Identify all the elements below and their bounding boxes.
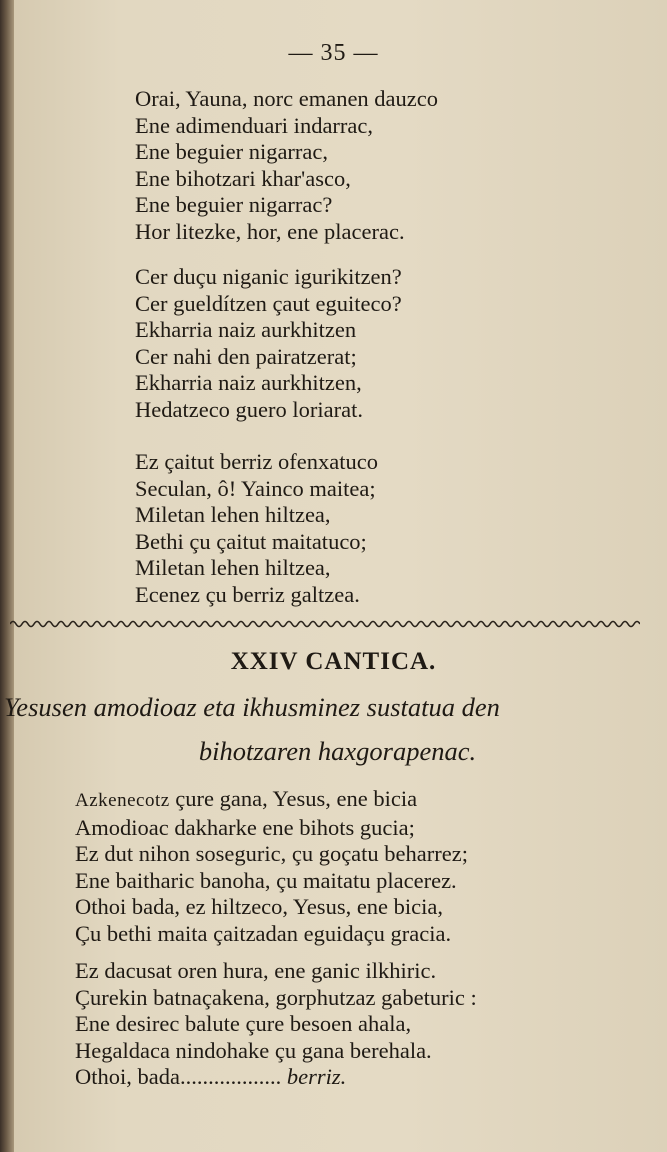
stanza-1: [135, 86, 438, 245]
verse-line: Othoi bada, ez hiltzeco, Yesus, ene bicia,: [75, 894, 444, 919]
binding-edge: [0, 0, 14, 1152]
verse-line: Ez çaitut berriz ofenxatuco: [135, 449, 378, 474]
verse-line: Bethi çu çaitut maitatuco;: [135, 528, 367, 554]
first-line-rest: çure gana, Yesus, ene bicia: [169, 786, 418, 811]
verse-line: Ene beguier nigarrac,: [135, 139, 329, 164]
verse-line: Hegaldaca nindohake çu gana berehala.: [75, 1037, 432, 1063]
verse-line: Ekharria naiz aurkhitzen: [135, 317, 357, 342]
stanza-2: [135, 264, 402, 423]
verse-line: Ene desirec balute çure besoen ahala,: [75, 1011, 412, 1036]
cantica-stanza-1: [75, 786, 468, 947]
page-number: — 35 —: [288, 40, 379, 66]
cantica-subtitle-line-2: bihotzaren haxgorapenac.: [198, 736, 477, 766]
verse-line: Ene bihotzari khar'asco,: [135, 165, 351, 191]
cantica-title: XXIV CANTICA.: [230, 648, 437, 675]
verse-line: Ez dacusat oren hura, ene ganic ilkhiric.: [75, 958, 437, 983]
verse-line: Miletan lehen hiltzea,: [135, 502, 331, 527]
stanza-3: [135, 449, 378, 608]
cantica-subtitle-line-1: Yesusen amodioaz eta ikhusminez sustatua den: [4, 692, 500, 722]
verse-line: Ene beguier nigarrac?: [135, 192, 333, 217]
verse-line: Ekharria naiz aurkhitzen,: [135, 370, 362, 395]
cantica-stanza-2: [75, 958, 477, 1091]
verse-line-refrain: [75, 1064, 477, 1091]
verse-line: Ecenez çu berriz galtzea.: [135, 581, 360, 607]
verse-line-first: [75, 786, 468, 815]
verse-line: Cer duçu niganic igurikitzen?: [135, 264, 402, 289]
verse-line: Cer gueldítzen çaut eguiteco?: [135, 290, 402, 316]
verse-line: Cer nahi den pairatzerat;: [135, 343, 357, 369]
verse-line: Orai, Yauna, norc emanen dauzco: [135, 86, 439, 111]
verse-line: Ez dut nihon soseguric, çu goçatu beharrez;: [75, 841, 468, 866]
lead-word: Azkenecotz: [75, 790, 170, 811]
verse-line: Hedatzeco guero loriarat.: [135, 396, 363, 422]
verse-line: Miletan lehen hiltzea,: [135, 555, 331, 580]
verse-line: Hor litezke, hor, ene placerac.: [135, 218, 405, 244]
verse-line: Ene adimenduari indarrac,: [135, 112, 374, 138]
verse-line: Seculan, ô! Yainco maitea;: [135, 475, 376, 501]
refrain-start: Othoi, bada..................: [75, 1064, 282, 1089]
refrain-end: berriz.: [286, 1064, 347, 1089]
verse-line: Çurekin batnaçakena, gorphutzaz gabeturic :: [75, 984, 477, 1010]
wavy-divider: [10, 617, 640, 631]
verse-line: Amodioac dakharke ene bihots gucia;: [75, 814, 415, 840]
verse-line: Çu bethi maita çaitzadan eguidaçu gracia.: [75, 920, 452, 946]
verse-line: Ene baitharic banoha, çu maitatu placerez.: [75, 867, 457, 893]
